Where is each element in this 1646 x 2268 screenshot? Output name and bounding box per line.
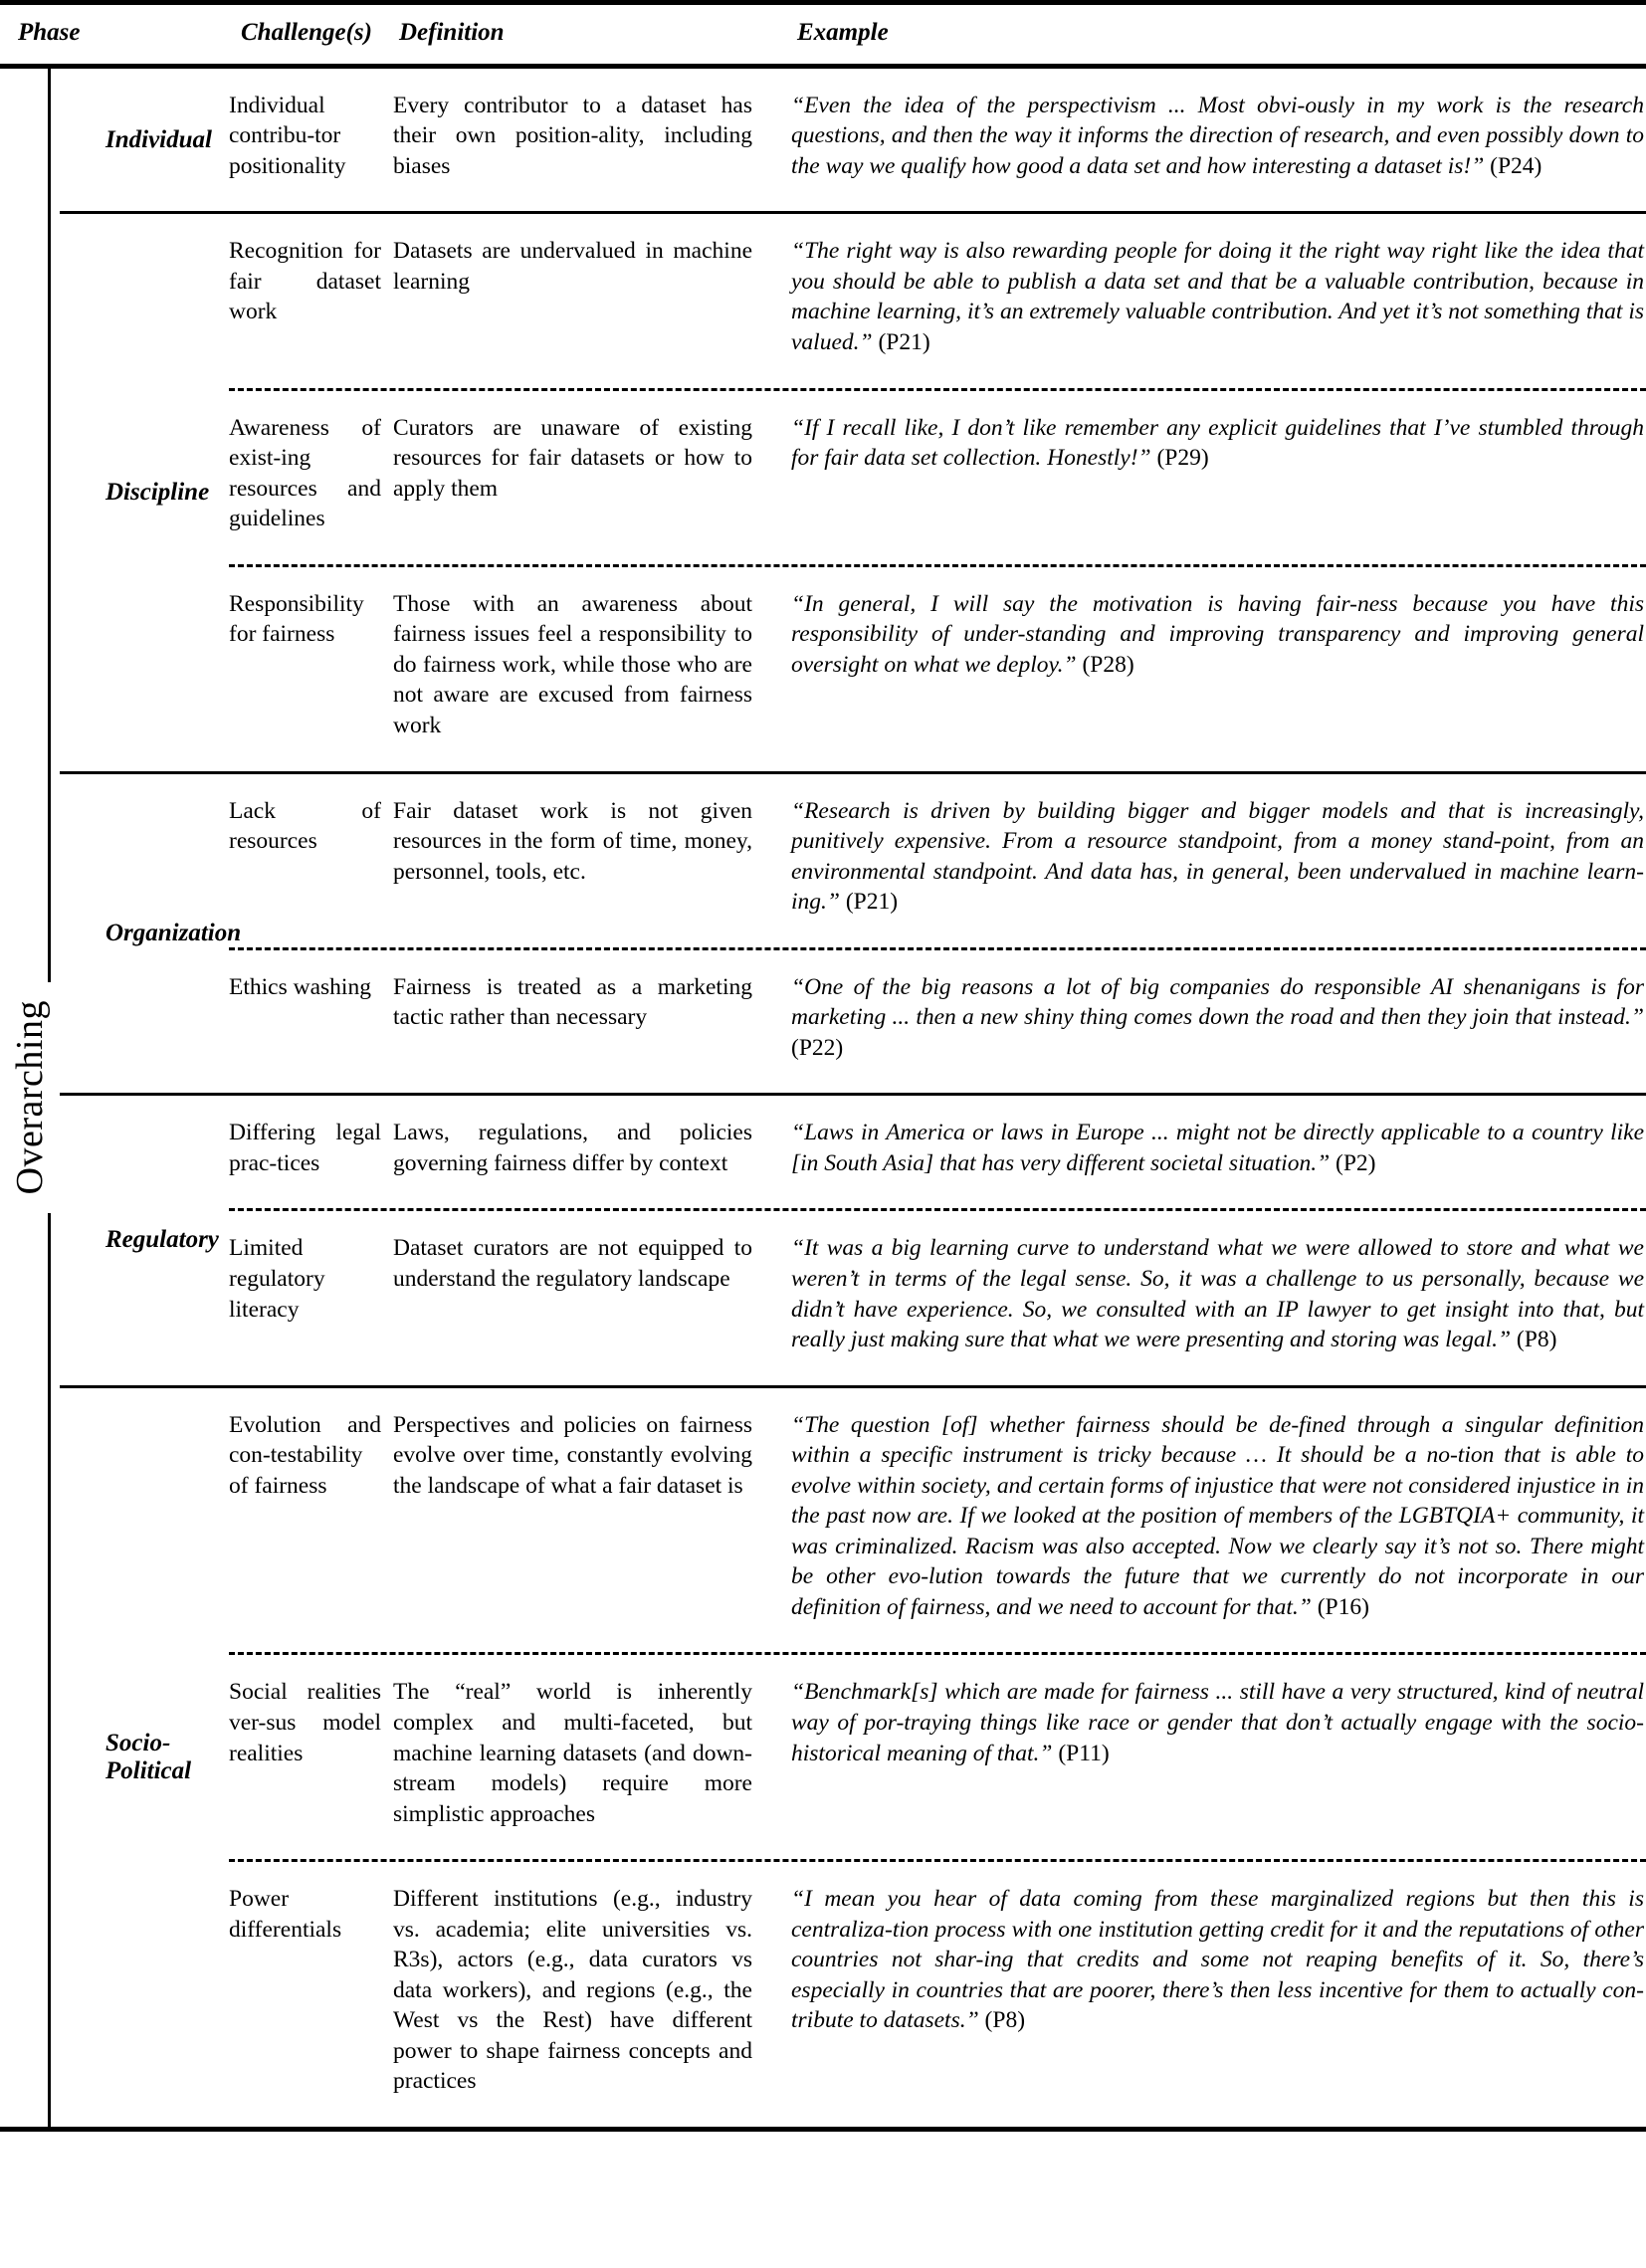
phase-section	[60, 774, 1646, 1097]
example-quote: “If I recall like, I don’t like remember any explicit guidelines that I’ve stumbled through for fair data set collection. Honestly!”	[791, 414, 1644, 472]
phase-section	[60, 1388, 1646, 2127]
table-header-row	[0, 5, 1646, 64]
table-row	[229, 388, 1646, 564]
phase-label: Organization	[105, 919, 242, 946]
table-bottom-rule	[0, 2127, 1646, 2132]
table-row	[229, 774, 1646, 947]
example-quote: “Even the idea of the perspectivism ... Most obvi-ously in my work is the research questions, and then the way it informs the direction of research, and even possibly down to the way we qualify how good a data set and how interesting a dataset is!”	[791, 92, 1644, 179]
example-cell	[791, 1862, 1646, 2066]
phase-label: Regulatory	[105, 1226, 219, 1254]
definition-cell: Perspectives and policies on fairness evolve over time, constantly evolving the landscape of what a fair dataset is	[393, 1411, 752, 1499]
phase-label: Socio-Political	[105, 1729, 192, 1784]
phase-section	[60, 1096, 1646, 1387]
example-cell	[791, 69, 1646, 212]
participant-id: (P24)	[1490, 152, 1543, 179]
phase-section	[60, 69, 1646, 215]
example-cell	[791, 1096, 1646, 1208]
table-row	[229, 69, 1646, 212]
participant-id: (P8)	[1516, 1327, 1557, 1353]
phase-label: Discipline	[105, 478, 210, 506]
column-header-challenges: Challenge(s)	[241, 19, 372, 46]
participant-id: (P2)	[1336, 1149, 1376, 1176]
example-cell	[791, 774, 1646, 947]
example-quote: “It was a big learning curve to understand what we were allowed to store and what we weren’t in terms of the legal sense. So, it was a challenge to us personally, because we didn’t have experience. So, we consulted with an IP lawyer to get insight into that, but really just making sure that what we were presenting and storing was legal.”	[791, 1235, 1644, 1353]
definition-cell: Those with an awareness about fairness issues feel a responsibility to do fairness work, while those who are not aware are excused from fairness work	[393, 590, 752, 738]
example-quote: “Benchmark[s] which are made for fairness ... still have a very structured, kind of neutral way of por-traying things like race or gender that don’t actually engage with the socio-historical meaning of that.”	[791, 1679, 1644, 1766]
definition-cell: The “real” world is inherently complex and multi-faceted, but machine learning datasets (and down-stream models) require more simplistic approaches	[393, 1679, 752, 1827]
definition-cell: Fair dataset work is not given resources in the form of time, money, personnel, tools, etc.	[393, 797, 752, 885]
example-cell	[791, 950, 1646, 1094]
example-cell	[791, 214, 1646, 387]
challenge-rows	[229, 1388, 1646, 2127]
table-row	[229, 564, 1646, 771]
example-quote: “Laws in America or laws in Europe ... might not be directly applicable to a country like [in South Asia] that has very different societal situation.”	[791, 1120, 1644, 1176]
table-row	[229, 1859, 1646, 2127]
overarching-gutter	[0, 69, 60, 2127]
example-quote: “The question [of] whether fairness should be de-fined through a singular definition within a specific instrument is tricky because … It should be a no-tion that is able to evolve within society, and certain forms of injustice that were not considered injustice in in the past now are. If we looked at the position of members of the LGBTQIA+ community, it was criminalized. Racism was also accepted. Now we clearly say it’s not so. There might be other evo-lution towards the future that we currently do not incorporate in our definition of fairness, and we need to account for that.”	[791, 1411, 1644, 1620]
participant-id: (P22)	[791, 1034, 844, 1061]
challenge-cell: Social realities ver-sus model realities	[229, 1679, 381, 1766]
participant-id: (P21)	[878, 329, 930, 356]
example-quote: “I mean you hear of data coming from these marginalized regions but then this is centraliza-tion process with one institution getting credit for it and the reputations of other countries not shar-ing that credits and some not reaping benefits of it. So, there’s especially in countries that are poorer, there’s then less incentive for them to actually con-tribute to datasets.”	[791, 1886, 1644, 2034]
example-cell	[791, 1655, 1646, 1798]
phase-sections	[60, 69, 1646, 2127]
challenge-cell: Lack of resources	[229, 797, 381, 855]
challenge-cell: Awareness of exist-ing resources and guidelines	[229, 414, 381, 532]
definition-cell: Fairness is treated as a marketing tactic rather than necessary	[393, 973, 752, 1031]
participant-id: (P16)	[1317, 1593, 1369, 1620]
column-header-example: Example	[797, 19, 889, 46]
participant-id: (P11)	[1058, 1740, 1110, 1766]
challenge-cell: Individual contribu-tor positionality	[229, 92, 346, 179]
overarching-line-top	[48, 69, 51, 982]
table-body	[0, 69, 1646, 2127]
overarching-group	[0, 69, 60, 2127]
table-row	[229, 1652, 1646, 1859]
example-quote: “The right way is also rewarding people for doing it the right way right like the idea that you should be able to publish a data set and that be a valuable contribution, because in machine learning, it’s an extremely valuable contribution. And yet it’s not something that is valued.”	[791, 238, 1644, 356]
participant-id: (P8)	[984, 2007, 1026, 2034]
definition-cell: Every contributor to a dataset has their own position-ality, including biases	[393, 92, 752, 179]
table-row	[229, 1208, 1646, 1384]
example-cell	[791, 567, 1646, 711]
overarching-label: Overarching	[9, 1000, 51, 1195]
challenge-rows	[229, 774, 1646, 1094]
challenge-cell: Power differentials	[229, 1886, 342, 1943]
table-row	[229, 1388, 1646, 1653]
definition-cell: Datasets are undervalued in machine learning	[393, 238, 752, 295]
challenge-rows	[229, 1096, 1646, 1384]
definition-cell: Curators are unaware of existing resources for fair datasets or how to apply them	[393, 414, 752, 502]
participant-id: (P28)	[1082, 651, 1134, 678]
example-quote: “One of the big reasons a lot of big companies do responsible AI shenanigans is for marketing ... then a new shiny thing comes down the road and then they join that instead.”	[791, 973, 1644, 1031]
example-cell	[791, 1211, 1646, 1384]
challenge-cell: Differing legal prac-tices	[229, 1120, 381, 1176]
challenge-cell: Limited regulatory literacy	[229, 1235, 325, 1323]
phase-label: Individual	[105, 125, 212, 153]
overarching-line-bottom	[48, 1213, 51, 2127]
challenge-cell: Responsibility for fairness	[229, 590, 364, 648]
definition-cell: Different institutions (e.g., industry vs. academia; elite universities vs. R3s), actors (e.g., data curators vs data workers), and regions (e.g., the West vs the Rest) have different power to shape fairness concepts and practices	[393, 1886, 752, 2095]
definition-cell: Laws, regulations, and policies governing fairness differ by context	[393, 1120, 752, 1176]
example-quote: “In general, I will say the motivation is having fair-ness because you have this responsibility of under-standing and improving transparency and improving general oversight on what we deploy.”	[791, 590, 1644, 678]
challenge-cell: Ethics washing	[229, 973, 371, 1000]
example-cell	[791, 1388, 1646, 1653]
challenge-cell: Evolution and con-testability of fairness	[229, 1411, 381, 1499]
participant-id: (P29)	[1156, 445, 1209, 472]
challenge-cell: Recognition for fair dataset work	[229, 238, 381, 325]
column-header-definition: Definition	[399, 19, 505, 46]
phase-section	[60, 214, 1646, 773]
example-cell	[791, 391, 1646, 504]
participant-id: (P21)	[845, 889, 899, 916]
definition-cell: Dataset curators are not equipped to understand the regulatory landscape	[393, 1235, 752, 1292]
example-quote: “Research is driven by building bigger and bigger models and that is increasingly, punitively expensive. From a resource standpoint, from a money stand-point, from an environmental standpoint. And data has, in general, been undervalued in machine learn-ing.”	[791, 797, 1644, 916]
table-row	[229, 1096, 1646, 1208]
table-row	[229, 947, 1646, 1094]
challenge-rows	[229, 214, 1646, 770]
table-row	[229, 214, 1646, 387]
column-header-phase: Phase	[18, 19, 81, 46]
challenge-rows	[229, 69, 1646, 212]
